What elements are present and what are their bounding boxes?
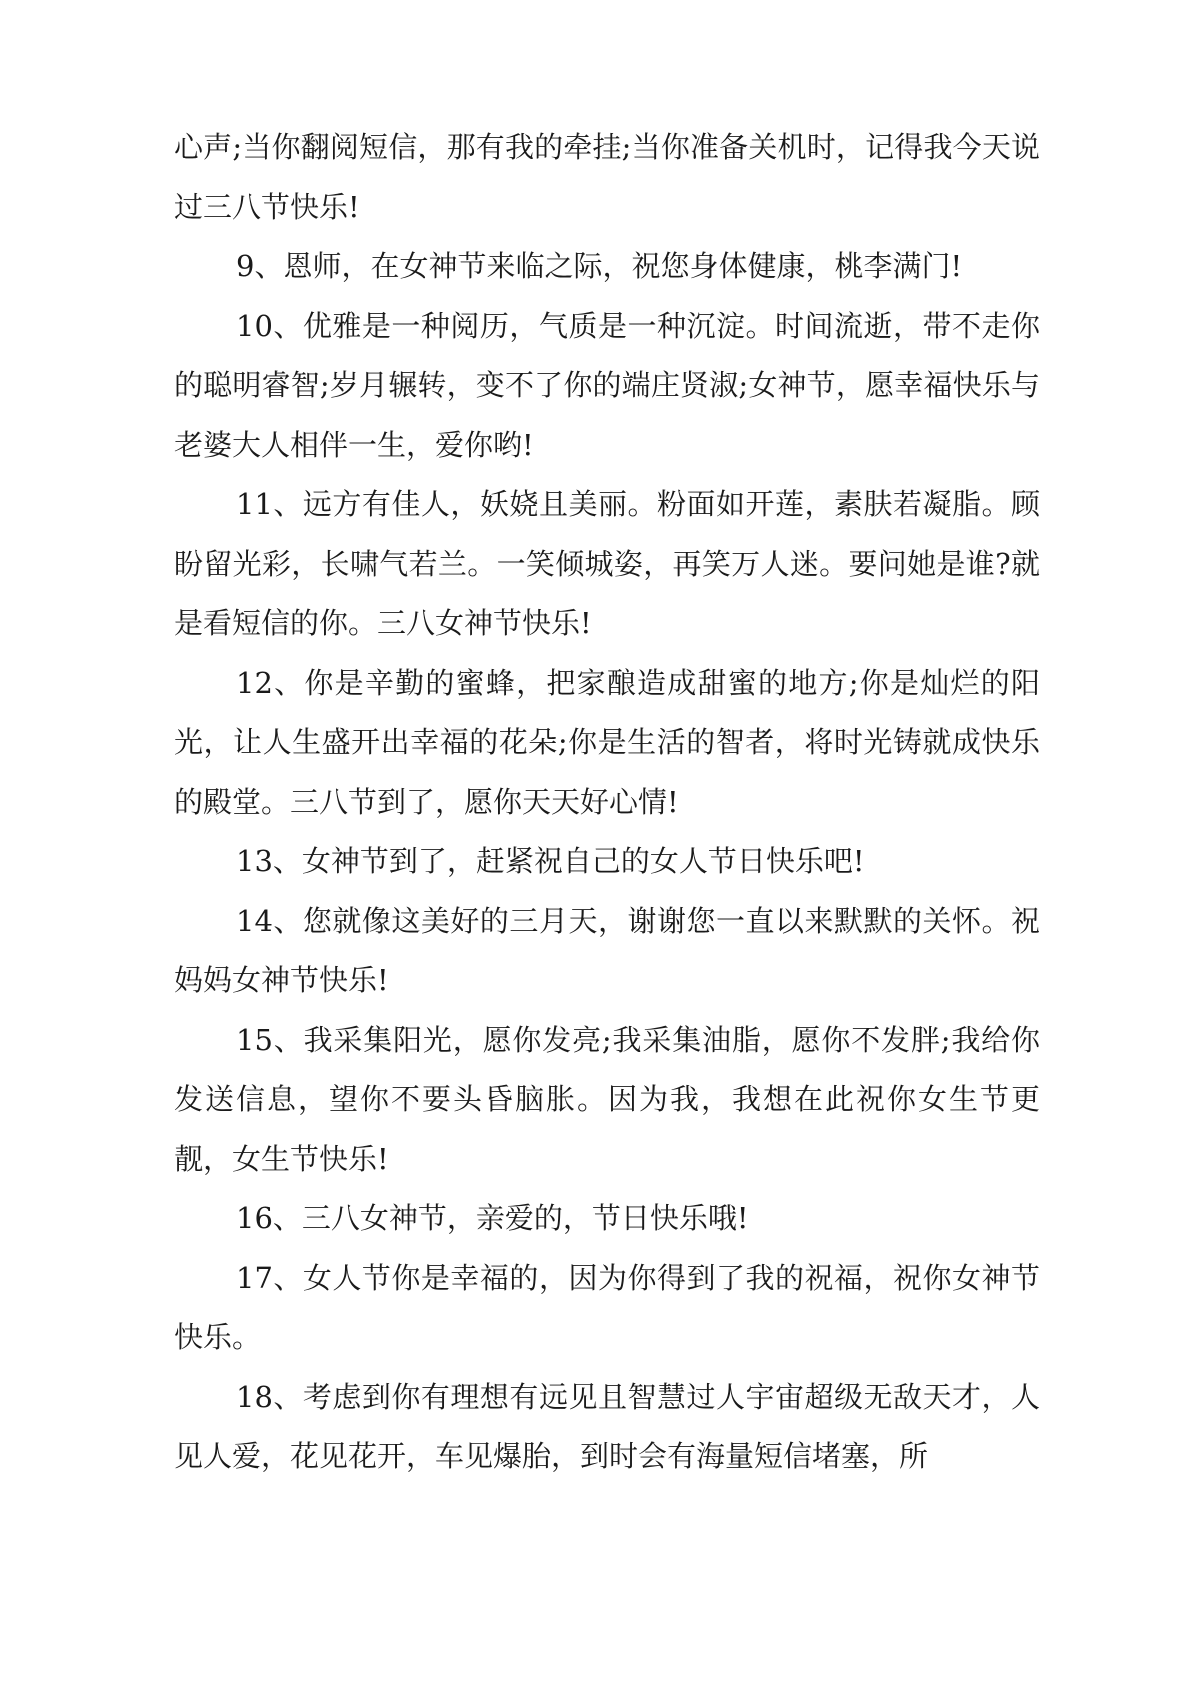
- paragraph-item-15: 15、我采集阳光，愿你发亮;我采集油脂，愿你不发胖;我给你发送信息，望你不要头昏脑胀。因为我，我想在此祝你女生节更靓，女生节快乐!: [174, 1022, 1040, 1176]
- paragraph-item-11: 11、远方有佳人，妖娆且美丽。粉面如开莲，素肤若凝脂。顾盼留光彩，长啸气若兰。一笑倾城姿，再笑万人迷。要问她是谁?就是看短信的你。三八女神节快乐!: [174, 487, 1040, 640]
- paragraph-item-13: 13、女神节到了，赶紧祝自己的女人节日快乐吧!: [236, 844, 865, 878]
- paragraph-item-12: 12、你是辛勤的蜜蜂，把家酿造成甜蜜的地方;你是灿烂的阳光，让人生盛开出幸福的花朵;你是生活的智者，将时光铸就成快乐的殿堂。三八节到了，愿你天天好心情!: [174, 665, 1040, 819]
- paragraph-item-10: 10、优雅是一种阅历，气质是一种沉淀。时间流逝，带不走你的聪明睿智;岁月辗转，变不了你的端庄贤淑;女神节，愿幸福快乐与老婆大人相伴一生，爱你哟!: [174, 308, 1040, 462]
- paragraph-item-9: 9、恩师，在女神节来临之际，祝您身体健康，桃李满门!: [236, 249, 963, 283]
- paragraph-item-17: 17、女人节你是幸福的，因为你得到了我的祝福，祝你女神节快乐。: [174, 1260, 1040, 1354]
- paragraph-item-16: 16、三八女神节，亲爱的，节日快乐哦!: [236, 1201, 749, 1235]
- paragraph-item-14: 14、您就像这美好的三月天，谢谢您一直以来默默的关怀。祝妈妈女神节快乐!: [174, 903, 1040, 997]
- paragraph-item-18: 18、考虑到你有理想有远见且智慧过人宇宙超级无敌天才，人见人爱，花见花开，车见爆胎，到时会有海量短信堵塞，所: [174, 1379, 1040, 1473]
- paragraph-continuation: 心声;当你翻阅短信，那有我的牵挂;当你准备关机时，记得我今天说过三八节快乐!: [174, 130, 1040, 224]
- document-body: [174, 118, 1040, 1487]
